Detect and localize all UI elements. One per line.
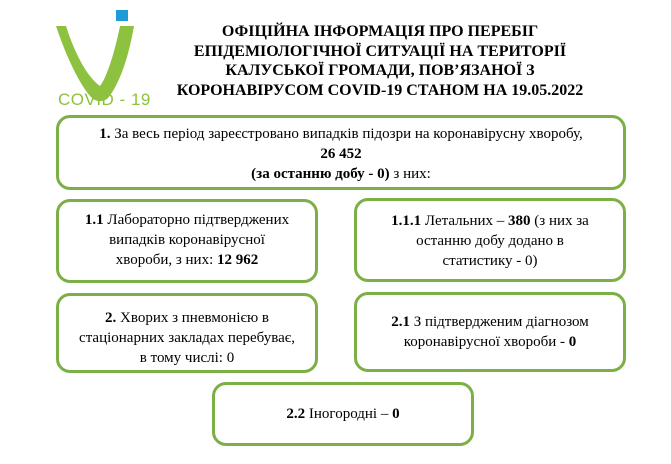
logo-caption: COVID - 19: [58, 90, 151, 109]
nonresident-box: [212, 382, 474, 446]
title-line: КОРОНАВІРУСОМ COVID-19 СТАНОМ НА 19.05.2022: [176, 81, 584, 99]
pneumonia-box: [56, 293, 318, 373]
box-text: статистику - 0): [442, 253, 538, 269]
logo-dot: [116, 10, 128, 21]
box-text: випадків коронавірусної: [109, 232, 265, 248]
box-text: хвороби, з них:: [115, 252, 218, 268]
lab-confirmed-box: [56, 199, 318, 283]
title-line: ЕПІДЕМІОЛОГІЧНОЇ СИТУАЦІЇ НА ТЕРИТОРІЇ: [193, 42, 567, 60]
pneumonia-confirmed-count: 0: [568, 334, 577, 350]
page-title: [150, 22, 610, 100]
box-text: стаціонарних закладах перебуває,: [79, 330, 295, 346]
pneumonia-confirmed-box: [354, 292, 626, 372]
box-text: в тому числі: 0: [139, 350, 235, 366]
box-text: За весь період зареєстровано випадків підозри на коронавірусну хворобу,: [110, 126, 583, 142]
item-number: 1.: [99, 126, 111, 142]
title-line: ОФІЦІЙНА ІНФОРМАЦІЯ ПРО ПЕРЕБІГ: [221, 23, 539, 40]
confirmed-count: 12 962: [217, 252, 259, 268]
title-line: КАЛУСЬКОЇ ГРОМАДИ, ПОВ’ЯЗАНОЇ З: [225, 62, 535, 79]
box-text: коронавірусної хвороби -: [403, 334, 569, 350]
box-text: Іногородні –: [305, 406, 393, 422]
last-day-note: (за останню добу - 0): [251, 166, 390, 182]
box-text: Летальних –: [421, 213, 509, 229]
suspected-count: 26 452: [320, 146, 362, 162]
box-text: останню добу додано в: [416, 233, 564, 249]
item-number: 1.1.1: [391, 213, 422, 229]
item-number: 2.: [105, 310, 117, 326]
deaths-box: [354, 198, 626, 282]
item-number: 1.1: [84, 212, 104, 228]
item-number: 2.2: [286, 406, 306, 422]
deaths-count: 380: [508, 213, 531, 229]
total-suspected-box: [56, 115, 626, 190]
box-text: Лабораторно підтверджених: [103, 212, 290, 228]
item-number: 2.1: [391, 314, 410, 330]
box-text: З підтвердженим діагнозом: [409, 314, 589, 330]
box-text: Хворих з пневмонією в: [116, 310, 269, 326]
nonresident-count: 0: [392, 406, 400, 422]
box-text: з них:: [389, 166, 431, 182]
box-text: (з них за: [530, 213, 589, 229]
